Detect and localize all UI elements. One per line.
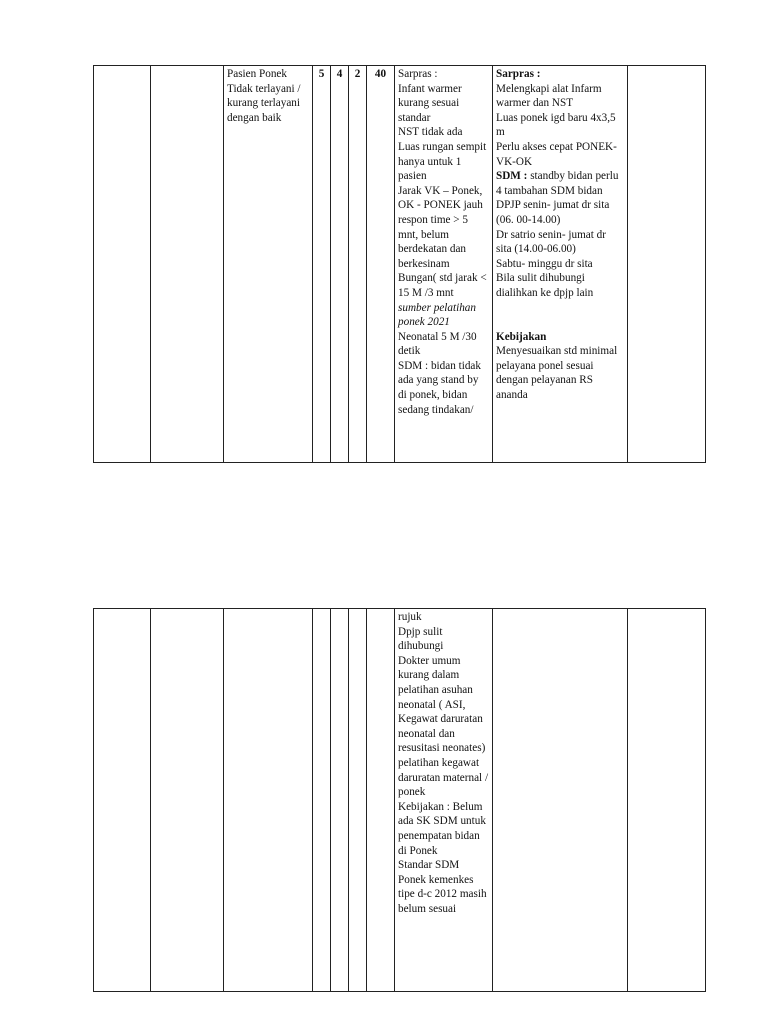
risk-table-top xyxy=(93,65,706,463)
cause-line: Dpjp sulit dihubungi xyxy=(398,625,446,653)
risk-table-bottom xyxy=(93,608,706,992)
empty-cell xyxy=(349,609,367,992)
empty-cell xyxy=(94,609,151,992)
plan-line: Melengkapi alat Infarm warmer dan NST xyxy=(496,82,605,110)
score-cell: 4 xyxy=(331,66,349,463)
empty-cell xyxy=(224,609,313,992)
plan-cell xyxy=(493,66,628,463)
spacer xyxy=(496,301,624,330)
empty-cell xyxy=(367,609,395,992)
cause-line: rujuk xyxy=(398,611,422,623)
cause-heading: Sarpras : xyxy=(398,68,438,80)
plan-line: Perlu akses cepat PONEK-VK-OK xyxy=(496,140,617,168)
cause-line: Luas rungan sempit hanya untuk 1 pasien xyxy=(398,140,490,183)
plan-line: Dr satrio senin- jumat dr sita (14.00-06.00) xyxy=(496,228,609,256)
cause-line xyxy=(398,184,489,330)
cause-line: SDM : bidan tidak ada yang stand by di ponek, bidan sedang tindakan/ xyxy=(398,359,484,416)
empty-cell xyxy=(331,609,349,992)
cause-line: NST tidak ada xyxy=(398,126,463,139)
cause-cell xyxy=(395,609,493,992)
cause-text: Jarak VK – Ponek, OK - PONEK jauh respon time > 5 mnt, belum berdekatan dan berkesinam Bungan( std jarak < 15 M /3 mnt xyxy=(398,184,490,299)
plan-line: Bila sulit dihubungi dialihkan ke dpjp lain xyxy=(496,272,594,299)
plan-line xyxy=(496,169,624,198)
empty-cell xyxy=(628,66,706,463)
empty-cell xyxy=(151,66,224,463)
cause-line: Dokter umum kurang dalam pelatihan asuhan neonatal ( ASI, Kegawat daruratan neonatal dan resusitasi neonates) xyxy=(398,654,486,755)
cause-source-italic: sumber pelatihan ponek 2021 xyxy=(398,301,479,329)
plan-heading-kebijakan: Kebijakan xyxy=(496,330,547,343)
empty-cell xyxy=(94,66,151,463)
score-cell: 5 xyxy=(313,66,331,463)
table-row xyxy=(94,66,706,463)
risk-cell xyxy=(224,66,313,463)
plan-line: Luas ponek igd baru 4x3,5 m xyxy=(496,111,619,139)
cause-line: Neonatal 5 M /30 detik xyxy=(398,330,480,358)
plan-line: Sabtu- minggu dr sita xyxy=(496,257,593,270)
plan-line: Menyesuaikan std minimal pelayana ponel sesuai dengan pelayanan RS ananda xyxy=(496,345,620,401)
score-cell: 2 xyxy=(349,66,367,463)
empty-cell xyxy=(151,609,224,992)
cause-cell xyxy=(395,66,493,463)
cause-line: Infant warmer kurang sesuai standar xyxy=(398,82,465,124)
risk-text: Pasien Ponek Tidak terlayani / kurang terlayani dengan baik xyxy=(227,68,304,124)
plan-heading-sdm: SDM : xyxy=(496,170,528,183)
cause-line: Kebijakan : Belum ada SK SDM untuk penempatan bidan di Ponek xyxy=(398,800,489,857)
empty-cell xyxy=(493,609,628,992)
score-total-cell: 40 xyxy=(367,66,395,463)
cause-line: pelatihan kegawat daruratan maternal / ponek xyxy=(398,756,491,799)
table-row xyxy=(94,609,706,992)
plan-heading-sarpras: Sarpras : xyxy=(496,68,541,80)
plan-text: standby bidan perlu 4 tambahan SDM bidan xyxy=(496,170,622,197)
plan-line: DPJP senin- jumat dr sita (06. 00-14.00) xyxy=(496,199,613,226)
cause-line: Standar SDM Ponek kemenkes tipe d-c 2012 masih belum sesuai xyxy=(398,859,490,915)
empty-cell xyxy=(313,609,331,992)
empty-cell xyxy=(628,609,706,992)
